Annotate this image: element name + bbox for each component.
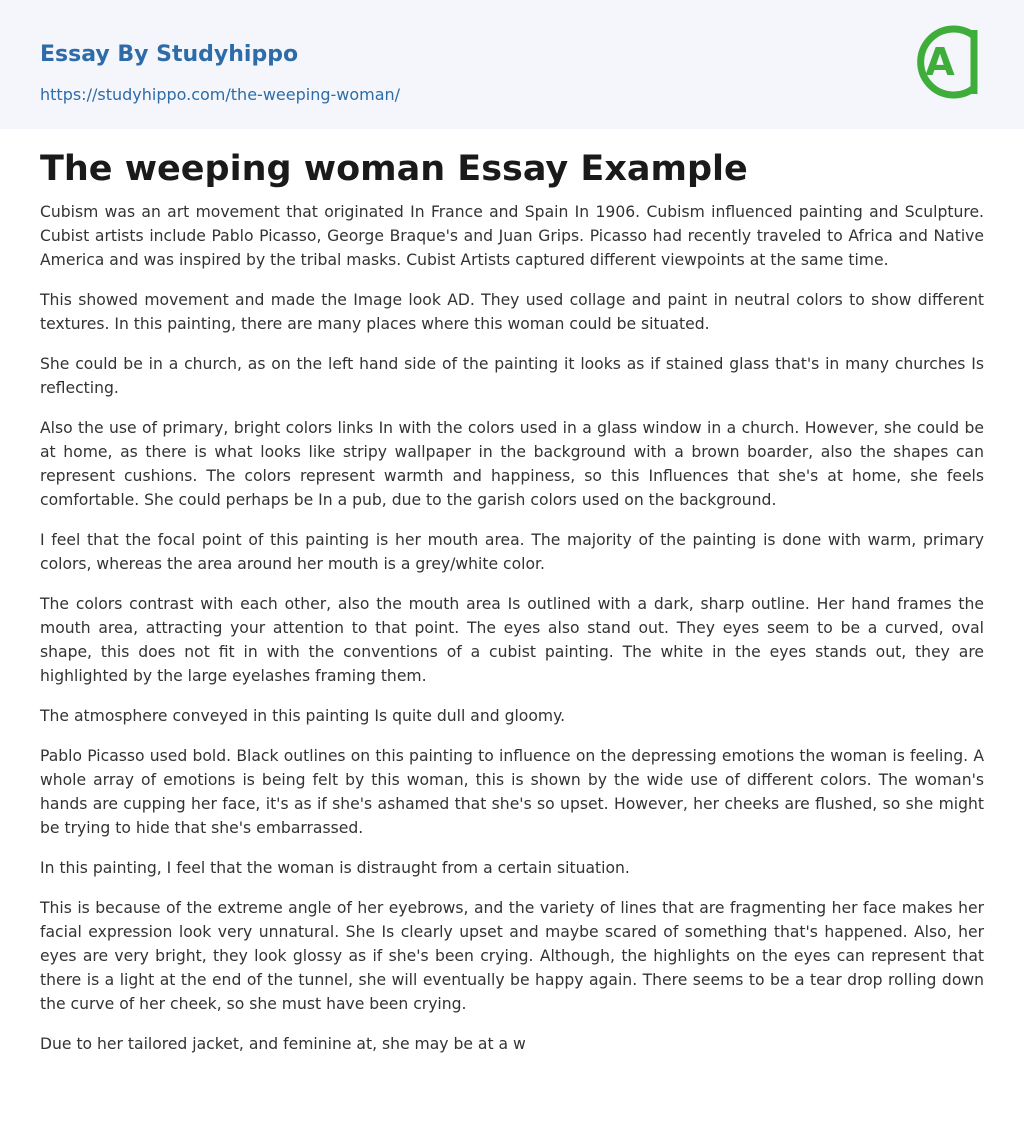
paragraph: I feel that the focal point of this painting is her mouth area. The majority of the painting is done with warm, primary colors, whereas the area around her mouth is a grey/white color. <box>40 531 984 573</box>
paragraph: The colors contrast with each other, also the mouth area Is outlined with a dark, sharp outline. Her hand frames the mouth area, attracting your attention to that point. The eyes also stand out. They eyes seem to be a curved, oval shape, this does not fit in with the conventions of a cubist painting. The white in the eyes stands out, they are highlighted by the large eyelashes framing them. <box>40 595 984 685</box>
paragraph: Pablo Picasso used bold. Black outlines on this painting to influence on the depressing emotions the woman is feeling. A whole array of emotions is being felt by this woman, this is shown by the wide use of different colors. The woman's hands are cupping her face, it's as if she's ashamed that she's so upset. However, her cheeks are flushed, so she might be trying to hide that she's embarrassed. <box>40 747 984 837</box>
paragraph: In this painting, I feel that the woman is distraught from a certain situation. <box>40 859 630 877</box>
paragraph: She could be in a church, as on the left hand side of the painting it looks as if stained glass that's in many churches Is reflecting. <box>40 355 984 397</box>
paragraph: This is because of the extreme angle of her eyebrows, and the variety of lines that are fragmenting her face makes her facial expression look very unnatural. She Is clearly upset and maybe scared of something that's happened. Also, her eyes are very bright, they look glossy as if she's been crying. Although, the highlights on the eyes can represent that there is a light at the end of the tunnel, she will eventually be happy again. There seems to be a tear drop rolling down the curve of her cheek, so she must have been crying. <box>40 899 984 1013</box>
paragraph: The atmosphere conveyed in this painting Is quite dull and gloomy. <box>40 707 566 725</box>
logo-letter: A <box>925 40 955 84</box>
paragraph: This showed movement and made the Image look AD. They used collage and paint in neutral colors to show different textures. In this painting, there are many places where this woman could be situated. <box>40 291 984 333</box>
paragraph: Cubism was an art movement that originated In France and Spain In 1906. Cubism influenced painting and Sculpture. Cubist artists include Pablo Picasso, George Braque's and Juan Grips. Picasso had recently traveled to Africa and Native America and was inspired by the tribal masks. Cubist Artists captured different viewpoints at the same time. <box>40 203 984 269</box>
essay-body <box>40 200 984 1072</box>
brand-name: Essay By Studyhippo <box>40 42 299 67</box>
studyhippo-logo-icon <box>912 18 986 106</box>
paragraph: Also the use of primary, bright colors links In with the colors used in a glass window in a church. However, she could be at home, as there is what looks like stripy wallpaper in the background with a brown boarder, also the shapes can represent cushions. The colors represent warmth and happiness, so this Influences that she's at home, she feels comfortable. She could perhaps be In a pub, due to the garish colors used on the background. <box>40 419 984 509</box>
source-url-link[interactable]: https://studyhippo.com/the-weeping-woman/ <box>40 85 401 104</box>
paragraph-truncated: Due to her tailored jacket, and feminine at, she may be at a w <box>40 1035 526 1053</box>
page-title: The weeping woman Essay Example <box>40 149 748 189</box>
